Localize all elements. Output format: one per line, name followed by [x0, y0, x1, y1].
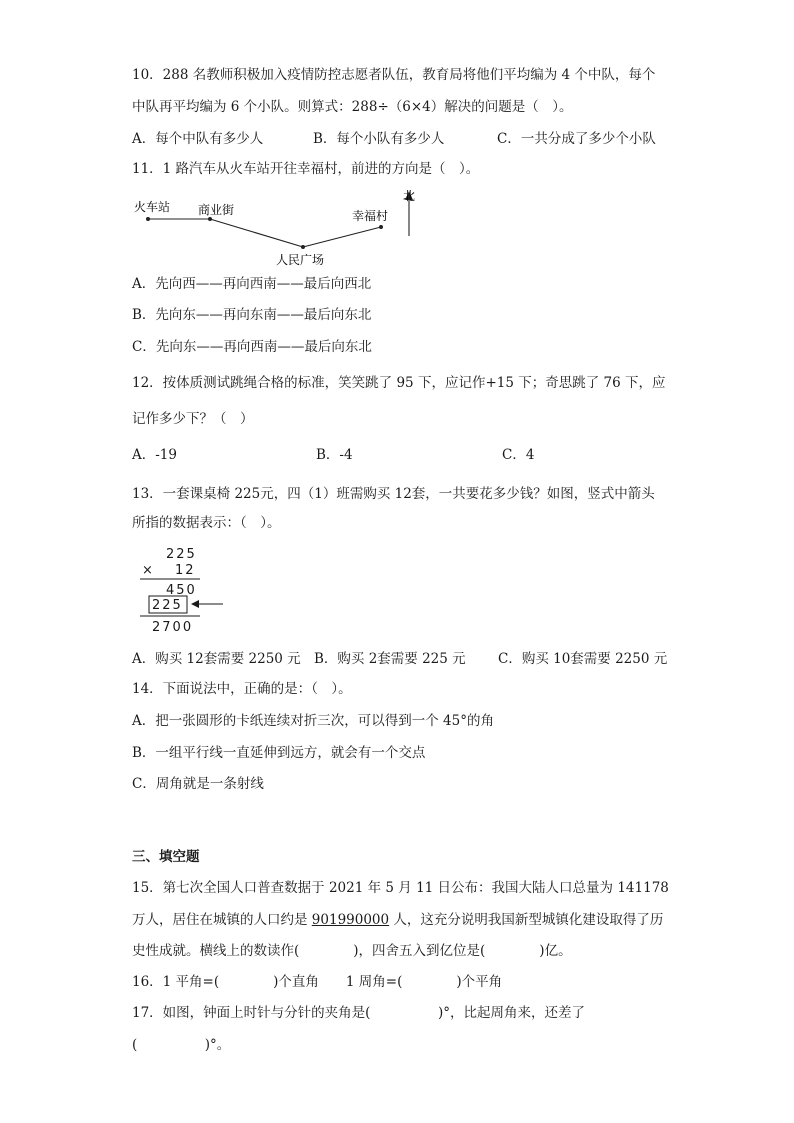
q12-option-a: A．-19 [132, 447, 177, 463]
q13-option-b: B．购买 2套需要 225 元 [314, 651, 466, 667]
q17-line1: 17．如图，钟面上时针与分针的夹角是( )°，比起周角来，还差了 [132, 1005, 585, 1021]
q10-option-b: B．每个小队有多少人 [313, 131, 445, 147]
q11-text: 11．1 路汽车从火车站开往幸福村，前进的方向是（ ）。 [132, 161, 480, 177]
q15-line1: 15．第七次全国人口普查数据于 2021 年 5 月 11 日公布：我国大陆人口总量为 141178 [132, 880, 669, 896]
calc-multiplicand: 225 [166, 547, 197, 562]
q14-option-a: A．把一张圆形的卡纸连续对折三次，可以得到一个 45°的角 [132, 713, 494, 729]
q15-underlined-number: 901990000 [311, 912, 390, 928]
q15-line2 [132, 911, 663, 929]
q12-option-b: B．-4 [316, 447, 353, 463]
calc-multiplier: 12 [175, 563, 196, 578]
calc-times-sign: × [142, 563, 155, 578]
station-label-shangyejie: 商业街 [198, 203, 235, 217]
section-title-fill-in: 三、填空题 [132, 849, 200, 865]
q12-line2: 记作多少下？（ ） [132, 411, 254, 427]
station-dot-shangyejie [208, 217, 212, 221]
calc-partial-2: 225 [152, 598, 183, 613]
q12-line1: 12．按体质测试跳绳合格的标准，笑笑跳了 95 下，应记作+15 下；奇思跳了 76 下，应 [132, 375, 666, 391]
station-label-xingfucun: 幸福村 [352, 209, 389, 223]
q15-line2-part-a: 万人，居住在城镇的人口约是 [132, 912, 312, 928]
q17-line2: ( )°。 [132, 1037, 231, 1053]
station-label-renminguangchang: 人民广场 [276, 253, 325, 267]
q10-option-c: C．一共分成了多少个小队 [497, 131, 656, 147]
q11-option-b: B．先向东——再向东南——最后向东北 [132, 307, 372, 323]
q11-route-map [130, 186, 430, 272]
q15-line3: 史性成就。横线上的数读作( )，四舍五入到亿位是( )亿。 [132, 943, 572, 959]
q14-option-b: B．一组平行线一直延伸到远方，就会有一个交点 [132, 745, 426, 761]
q10-line1: 10．288 名教师积极加入疫情防控志愿者队伍，教育局将他们平均编为 4 个中队，每个 [132, 67, 656, 83]
q10-option-a: A．每个中队有多少人 [132, 131, 264, 147]
station-dot-huochezhan [146, 217, 150, 221]
q13-option-a: A．购买 12套需要 2250 元 [132, 651, 301, 667]
q15-line2-part-b: 人，这充分说明我国新型城镇化建设取得了历 [389, 912, 664, 928]
q12-option-c: C．4 [502, 447, 535, 463]
q13-line1: 13．一套课桌椅 225元，四（1）班需购买 12套，一共要花多少钱？如图，竖式中箭头 [132, 486, 655, 502]
calc-result: 2700 [152, 620, 194, 634]
q13-option-c: C．购买 10套需要 2250 元 [498, 651, 668, 667]
station-dot-renminguangchang [301, 245, 305, 249]
calc-partial-1: 450 [166, 583, 197, 598]
station-dot-xingfucun [379, 225, 383, 229]
q13-line2: 所指的数据表示：（ ）。 [132, 515, 281, 531]
north-label: 北 [403, 189, 416, 203]
q11-option-a: A．先向西——再向西南——最后向西北 [132, 276, 372, 292]
q14-text: 14．下面说法中，正确的是：（ ）。 [132, 681, 352, 697]
q11-option-c: C．先向东——再向西南——最后向东北 [132, 339, 372, 355]
q14-option-c: C．周角就是一条射线 [132, 776, 264, 792]
q16-text: 16．1 平角=( )个直角 1 周角=( )个平角 [132, 974, 503, 990]
q13-vertical-multiplication [136, 542, 236, 634]
q10-line2: 中队再平均编为 6 个小队。则算式：288÷（6×4）解决的问题是（ ）。 [132, 99, 573, 115]
station-label-huochezhan: 火车站 [134, 200, 171, 214]
calc-arrow-head [191, 600, 199, 608]
